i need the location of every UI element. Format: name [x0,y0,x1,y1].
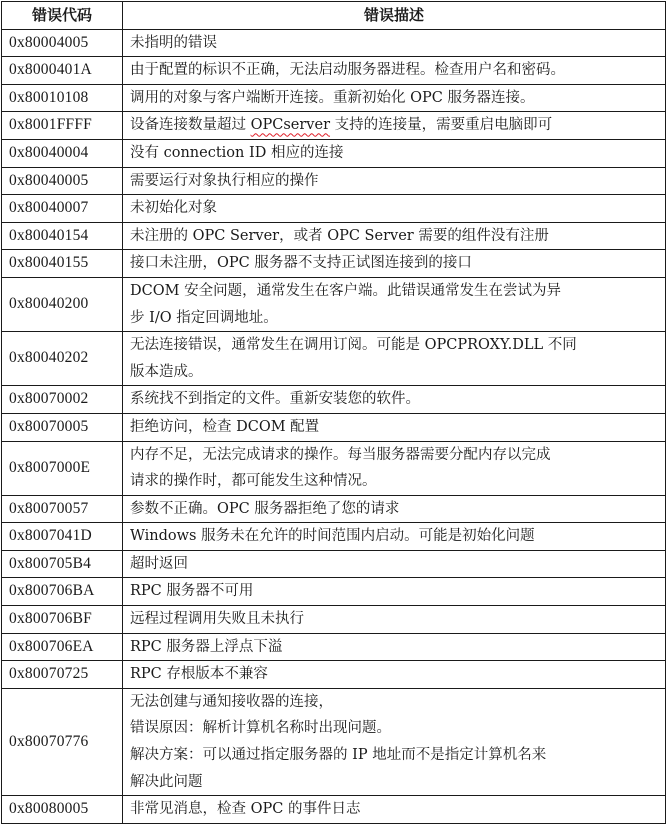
description-line: 未指明的错误 [130,34,217,51]
error-description-cell [123,195,666,223]
header-error-code: 错误代码 [2,2,123,30]
description-line: DCOM 安全问题，通常发生在客户端。此错误通常发生在尝试为异 [130,282,562,299]
description-line: 解决此问题 [130,773,203,790]
error-description-cell [123,606,666,634]
description-line: 远程过程调用失败且未执行 [130,611,304,628]
error-description-cell [123,167,666,195]
error-code-cell: 0x80004005 [2,29,123,57]
error-description-cell [123,277,666,331]
error-description-cell [123,661,666,689]
description-line: 超时返回 [130,555,188,572]
error-code-cell: 0x8007000E [2,441,123,495]
error-code-cell: 0x80070057 [2,495,123,523]
description-line: 无法连接错误，通常发生在调用订阅。可能是 OPCPROXY.DLL 不同 [130,337,577,354]
error-description-cell [123,578,666,606]
error-code-table [1,1,666,824]
error-description-cell [123,29,666,57]
description-line: 未注册的 OPC Server，或者 OPC Server 需要的组件没有注册 [130,227,549,244]
description-line: 解决方案：可以通过指定服务器的 IP 地址而不是指定计算机名来 [130,747,547,764]
table-row [2,84,666,112]
description-line: 步 I/O 指定回调地址。 [130,309,278,326]
table-row [2,523,666,551]
table-header-row [2,2,666,30]
error-code-cell: 0x80040004 [2,139,123,167]
description-line: 系统找不到指定的文件。重新安装您的软件。 [130,391,420,408]
table-row [2,441,666,495]
error-code-cell: 0x800706BF [2,606,123,634]
error-code-cell: 0x80040202 [2,332,123,386]
table-row [2,606,666,634]
error-description-cell [123,57,666,85]
description-line: 接口未注册，OPC 服务器不支持正试图连接到的接口 [130,255,472,272]
table-row [2,633,666,661]
error-code-cell: 0x80070776 [2,688,123,795]
description-text: 设备连接数量超过 [130,117,251,134]
error-code-cell: 0x80040154 [2,222,123,250]
table-row [2,222,666,250]
table-row [2,688,666,795]
table-row [2,112,666,140]
table-row [2,550,666,578]
error-description-cell [123,796,666,824]
error-description-cell [123,250,666,278]
error-code-cell: 0x80040200 [2,277,123,331]
error-code-cell: 0x800706EA [2,633,123,661]
table-row [2,277,666,331]
description-line: 错误原因：解析计算机名称时出现问题。 [130,720,391,737]
description-line: 非常见消息，检查 OPC 的事件日志 [130,801,361,818]
table-body [2,29,666,823]
table-row [2,332,666,386]
error-code-cell: 0x80080005 [2,796,123,824]
table-row [2,167,666,195]
description-line: RPC 存根版本不兼容 [130,666,268,683]
header-error-description: 错误描述 [123,2,666,30]
description-line: 请求的操作时，都可能发生这种情况。 [130,473,377,490]
error-description-cell [123,495,666,523]
table-row [2,195,666,223]
table-row [2,413,666,441]
error-code-cell: 0x800705B4 [2,550,123,578]
error-code-cell: 0x80010108 [2,84,123,112]
description-line: 内存不足，无法完成请求的操作。每当服务器需要分配内存以完成 [130,446,551,463]
error-code-cell: 0x8000401A [2,57,123,85]
description-line: 未初始化对象 [130,200,217,217]
error-description-cell [123,441,666,495]
error-description-cell [123,139,666,167]
error-code-cell: 0x80040155 [2,250,123,278]
table-row [2,661,666,689]
table-row [2,29,666,57]
error-description-cell [123,84,666,112]
description-text: 支持的连接量，需要重启电脑即可 [330,117,553,134]
description-line: 无法创建与通知接收器的连接， [130,693,333,710]
table-row [2,495,666,523]
table-row [2,139,666,167]
table-row [2,250,666,278]
error-description-cell [123,633,666,661]
error-code-cell: 0x80070725 [2,661,123,689]
description-line: 调用的对象与客户端断开连接。重新初始化 OPC 服务器连接。 [130,89,535,106]
description-line: RPC 服务器上浮点下溢 [130,638,283,655]
description-line: 版本造成。 [130,363,203,380]
error-description-cell [123,112,666,140]
description-line: 需要运行对象执行相应的操作 [130,172,319,189]
error-code-cell: 0x8007041D [2,523,123,551]
error-code-cell: 0x800706BA [2,578,123,606]
error-description-cell [123,523,666,551]
error-code-cell: 0x80070002 [2,386,123,414]
description-line: Windows 服务未在允许的时间范围内启动。可能是初始化问题 [130,528,535,545]
table-row [2,386,666,414]
error-code-cell: 0x80040005 [2,167,123,195]
error-code-cell: 0x8001FFFF [2,112,123,140]
description-line: 由于配置的标识不正确，无法启动服务器进程。检查用户名和密码。 [130,62,565,79]
table-row [2,578,666,606]
description-line: 参数不正确。OPC 服务器拒绝了您的请求 [130,500,400,517]
error-code-cell: 0x80070005 [2,413,123,441]
error-description-cell [123,386,666,414]
description-line: RPC 服务器不可用 [130,583,254,600]
table-row [2,57,666,85]
error-code-cell: 0x80040007 [2,195,123,223]
description-line: 拒绝访问，检查 DCOM 配置 [130,418,320,435]
spellcheck-flagged-word: OPCserver [250,117,331,134]
error-description-cell [123,550,666,578]
error-description-cell [123,688,666,795]
table-row [2,796,666,824]
description-line: 没有 connection ID 相应的连接 [130,144,344,161]
error-description-cell [123,413,666,441]
error-description-cell [123,222,666,250]
error-description-cell [123,332,666,386]
